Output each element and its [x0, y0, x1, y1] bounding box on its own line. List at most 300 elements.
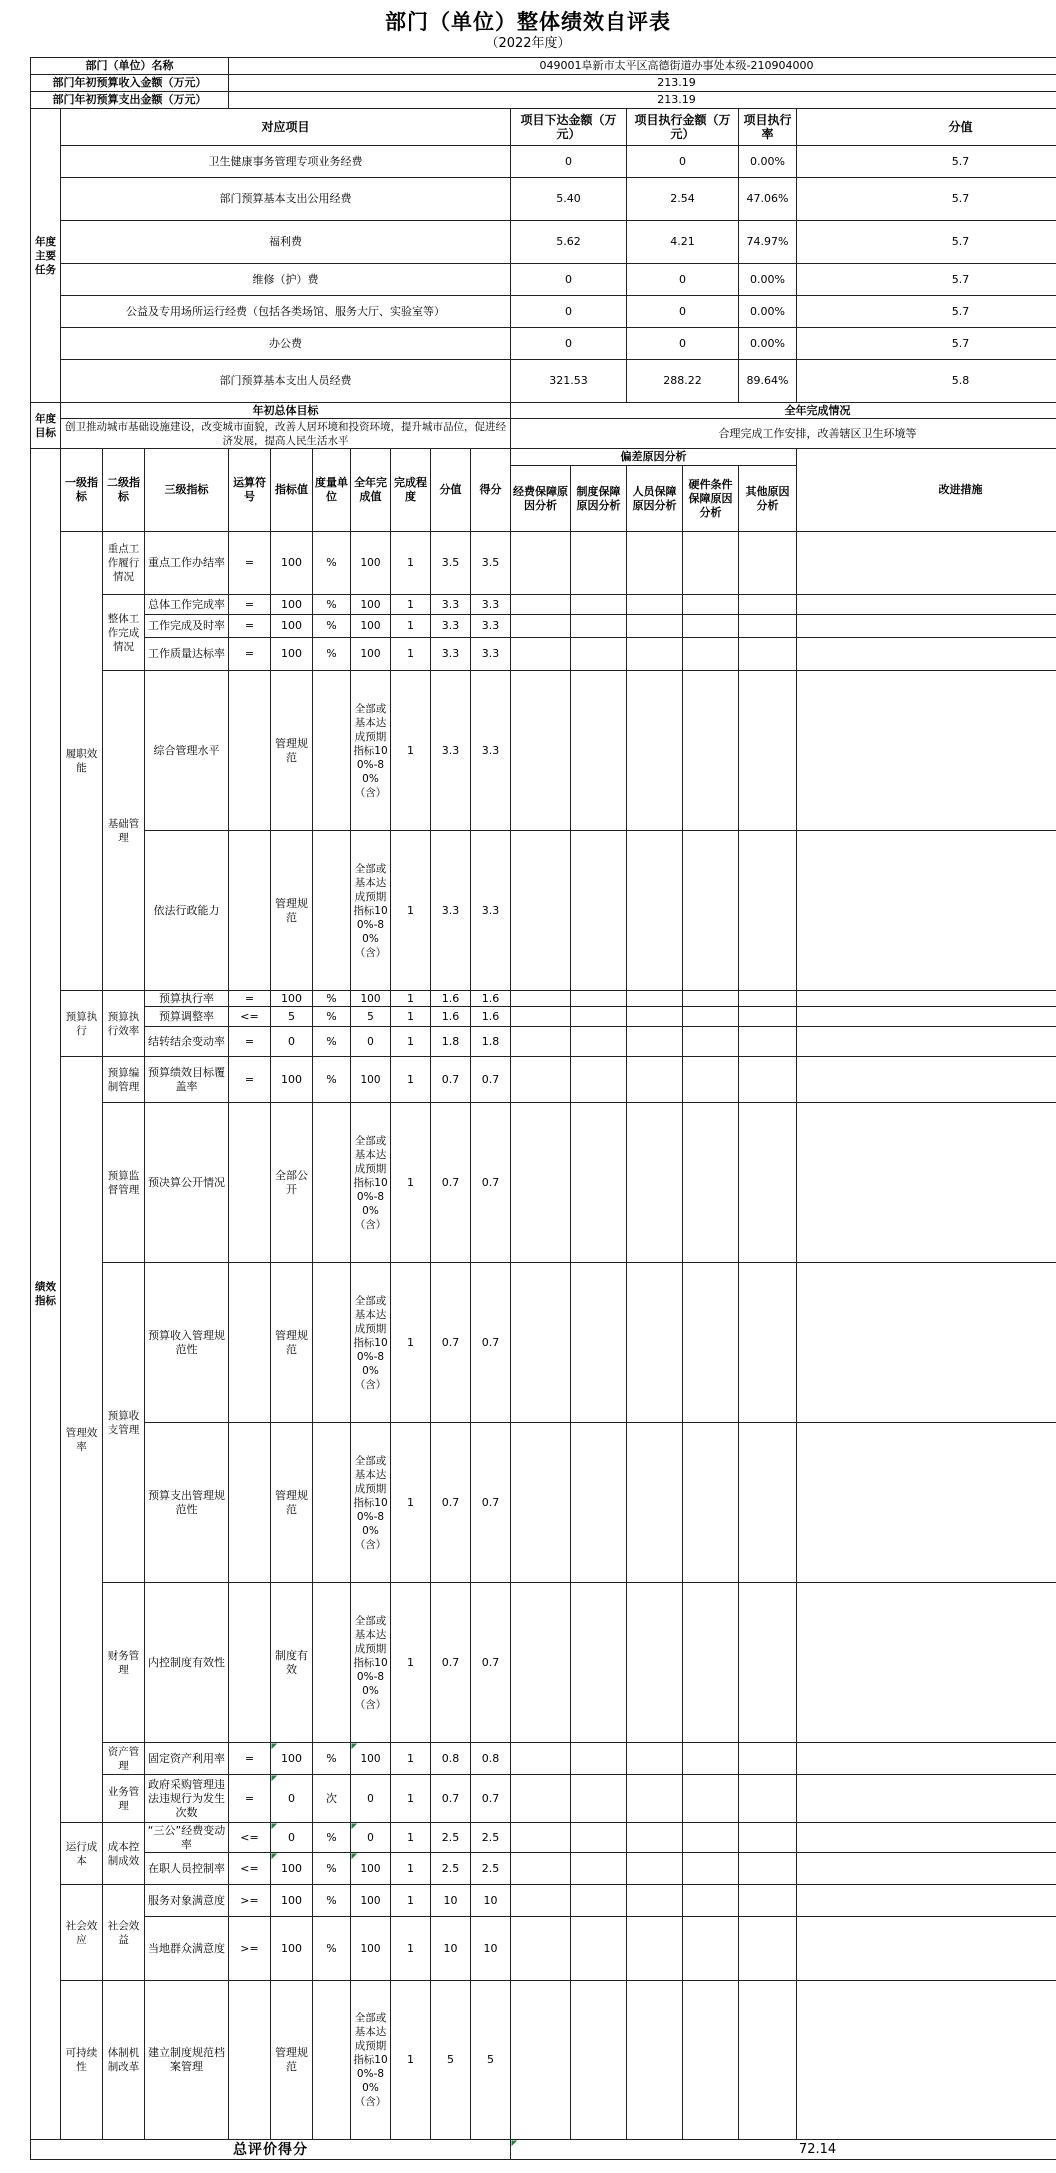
indicator-dev-hardware	[683, 1743, 739, 1775]
indicator-name: 预算执行率	[145, 991, 229, 1007]
task-executed-amount: 4.21	[627, 221, 739, 264]
indicator-dev-hardware	[683, 1775, 739, 1823]
task-executed-amount: 0	[627, 264, 739, 296]
indicator-dev-staff	[627, 595, 683, 615]
indicator-target: 0	[271, 1027, 313, 1057]
indicator-dev-funding	[511, 991, 571, 1007]
indicator-operator: =	[229, 1775, 271, 1823]
perf-header-dev-other: 其他原因分析	[739, 466, 797, 532]
perf-header-l1: 一级指标	[61, 449, 103, 532]
indicator-dev-system	[571, 1103, 627, 1263]
indicator-unit: %	[313, 1917, 351, 1981]
indicator-degree: 1	[391, 638, 431, 671]
indicator-got: 0.7	[471, 1423, 511, 1583]
task-header-rate: 项目执行率	[739, 109, 797, 146]
indicator-dev-system	[571, 831, 627, 991]
indicator-name: 总体工作完成率	[145, 595, 229, 615]
expense-value: 213.19	[229, 92, 1056, 109]
indicator-dev-system	[571, 1583, 627, 1743]
indicator-actual: 全部或基本达成预期指标100%-80%（含）	[351, 671, 391, 831]
indicator-got: 3.3	[471, 595, 511, 615]
task-score: 5.7	[797, 264, 1056, 296]
indicator-unit: %	[313, 532, 351, 595]
indicator-degree: 1	[391, 615, 431, 638]
indicator-score: 0.7	[431, 1583, 471, 1743]
perf-header-l3: 三级指标	[145, 449, 229, 532]
indicator-actual: 0	[351, 1027, 391, 1057]
perf-header-actual: 全年完成值	[351, 449, 391, 532]
indicator-operator	[229, 1103, 271, 1263]
indicator-got: 0.8	[471, 1743, 511, 1775]
indicator-dev-hardware	[683, 1007, 739, 1027]
page-title: 部门（单位）整体绩效自评表	[385, 10, 671, 34]
indicator-operator: =	[229, 1027, 271, 1057]
indicator-dev-staff	[627, 671, 683, 831]
indicator-operator	[229, 1583, 271, 1743]
indicator-dev-hardware	[683, 1057, 739, 1103]
perf-subgroup-label: 预算执行效率	[103, 991, 145, 1057]
indicator-operator: =	[229, 532, 271, 595]
task-score: 5.7	[797, 146, 1056, 178]
indicator-dev-other	[739, 1775, 797, 1823]
indicator-got: 1.6	[471, 1007, 511, 1027]
indicator-dev-other	[739, 615, 797, 638]
indicator-unit: %	[313, 1027, 351, 1057]
indicator-operator: =	[229, 595, 271, 615]
indicator-degree: 1	[391, 831, 431, 991]
indicator-dev-system	[571, 1027, 627, 1057]
indicator-name: 结转结余变动率	[145, 1027, 229, 1057]
perf-subgroup-label: 整体工作完成情况	[103, 595, 145, 671]
indicator-name: 当地群众满意度	[145, 1917, 229, 1981]
indicator-got: 3.3	[471, 831, 511, 991]
indicator-degree: 1	[391, 1981, 431, 2140]
indicator-dev-system	[571, 1823, 627, 1853]
indicator-dev-funding	[511, 1775, 571, 1823]
indicator-dev-funding	[511, 1743, 571, 1775]
indicator-dev-system	[571, 615, 627, 638]
task-issued-amount: 0	[511, 296, 627, 328]
indicator-dev-hardware	[683, 671, 739, 831]
page-year: （2022年度）	[485, 36, 571, 51]
perf-group-label: 预算执行	[61, 991, 103, 1057]
perf-header-l2: 二级指标	[103, 449, 145, 532]
indicator-degree: 1	[391, 1853, 431, 1885]
indicator-operator: =	[229, 638, 271, 671]
indicator-dev-other	[739, 1027, 797, 1057]
indicator-degree: 1	[391, 1885, 431, 1917]
perf-subgroup-label: 成本控制成效	[103, 1823, 145, 1885]
perf-subgroup-label: 业务管理	[103, 1775, 145, 1823]
indicator-score: 1.6	[431, 991, 471, 1007]
indicator-improve	[797, 1917, 1056, 1981]
indicator-dev-funding	[511, 595, 571, 615]
indicator-actual: 5	[351, 1007, 391, 1027]
indicator-dev-other	[739, 1743, 797, 1775]
task-executed-amount: 2.54	[627, 178, 739, 221]
indicator-target: 100	[271, 991, 313, 1007]
indicator-operator: =	[229, 991, 271, 1007]
indicator-improve	[797, 615, 1056, 638]
indicator-actual: 100	[351, 1057, 391, 1103]
indicator-dev-hardware	[683, 1917, 739, 1981]
indicator-dev-system	[571, 1981, 627, 2140]
indicator-name: 工作完成及时率	[145, 615, 229, 638]
indicator-unit: %	[313, 1823, 351, 1853]
indicator-target: 100	[271, 1853, 313, 1885]
indicator-score: 2.5	[431, 1823, 471, 1853]
goal-initial-text: 创卫推动城市基础设施建设，改变城市面貌，改善人居环境和投资环境，提升城市品位，促进经济发展，提高人民生活水平	[61, 419, 511, 449]
expense-label: 部门年初预算支出金额（万元）	[31, 92, 229, 109]
perf-subgroup-label: 资产管理	[103, 1743, 145, 1775]
indicator-improve	[797, 1263, 1056, 1423]
indicator-target: 100	[271, 1885, 313, 1917]
indicator-dev-system	[571, 991, 627, 1007]
indicator-dev-system	[571, 671, 627, 831]
indicator-unit	[313, 831, 351, 991]
task-project-name: 公益及专用场所运行经费（包括各类场馆、服务大厅、实验室等）	[61, 296, 511, 328]
indicator-dev-hardware	[683, 615, 739, 638]
indicator-dev-system	[571, 1423, 627, 1583]
indicator-score: 3.3	[431, 671, 471, 831]
indicator-dev-staff	[627, 1027, 683, 1057]
indicator-degree: 1	[391, 1263, 431, 1423]
task-execution-rate: 0.00%	[739, 328, 797, 360]
indicator-target: 5	[271, 1007, 313, 1027]
indicator-unit: 次	[313, 1775, 351, 1823]
indicator-actual: 全部或基本达成预期指标100%-80%（含）	[351, 831, 391, 991]
indicator-improve	[797, 1775, 1056, 1823]
indicator-score: 5	[431, 1981, 471, 2140]
perf-subgroup-label: 体制机制改革	[103, 1981, 145, 2140]
indicator-dev-other	[739, 1423, 797, 1583]
indicator-dev-staff	[627, 532, 683, 595]
indicator-improve	[797, 1853, 1056, 1885]
indicator-improve	[797, 595, 1056, 615]
task-header-project: 对应项目	[61, 109, 511, 146]
indicator-unit: %	[313, 615, 351, 638]
indicator-dev-staff	[627, 1917, 683, 1981]
indicator-score: 3.3	[431, 595, 471, 615]
task-project-name: 部门预算基本支出人员经费	[61, 360, 511, 403]
indicator-operator: =	[229, 615, 271, 638]
indicator-dev-hardware	[683, 1981, 739, 2140]
indicator-degree: 1	[391, 1917, 431, 1981]
indicator-dev-other	[739, 532, 797, 595]
indicator-score: 2.5	[431, 1853, 471, 1885]
indicator-dev-system	[571, 1917, 627, 1981]
indicator-got: 0.7	[471, 1583, 511, 1743]
perf-header-dev-hardware: 硬件条件保障原因分析	[683, 466, 739, 532]
indicator-unit: %	[313, 1057, 351, 1103]
indicator-target: 100	[271, 532, 313, 595]
indicator-got: 2.5	[471, 1823, 511, 1853]
indicator-dev-funding	[511, 1823, 571, 1853]
indicator-dev-staff	[627, 1823, 683, 1853]
indicator-improve	[797, 1583, 1056, 1743]
perf-group-label: 可持续性	[61, 1981, 103, 2140]
indicator-actual: 全部或基本达成预期指标100%-80%（含）	[351, 1263, 391, 1423]
task-executed-amount: 0	[627, 146, 739, 178]
indicator-operator	[229, 671, 271, 831]
task-issued-amount: 5.62	[511, 221, 627, 264]
indicator-target: 全部公开	[271, 1103, 313, 1263]
task-issued-amount: 321.53	[511, 360, 627, 403]
indicator-dev-hardware	[683, 1027, 739, 1057]
indicator-dev-staff	[627, 1263, 683, 1423]
indicator-target: 0	[271, 1775, 313, 1823]
indicator-dev-staff	[627, 1007, 683, 1027]
perf-header-deviation: 偏差原因分析	[511, 449, 797, 466]
task-execution-rate: 0.00%	[739, 146, 797, 178]
indicator-unit: %	[313, 1007, 351, 1027]
indicator-improve	[797, 1823, 1056, 1853]
task-issued-amount: 5.40	[511, 178, 627, 221]
indicator-operator: <=	[229, 1853, 271, 1885]
indicator-actual: 100	[351, 532, 391, 595]
indicator-dev-funding	[511, 1007, 571, 1027]
indicator-name: 建立制度规范档案管理	[145, 1981, 229, 2140]
indicator-dev-other	[739, 831, 797, 991]
perf-header-dev-funding: 经费保障原因分析	[511, 466, 571, 532]
indicator-dev-staff	[627, 1775, 683, 1823]
indicator-actual: 100	[351, 595, 391, 615]
task-project-name: 维修（护）费	[61, 264, 511, 296]
indicator-actual: 100	[351, 991, 391, 1007]
indicator-operator	[229, 1981, 271, 2140]
indicator-name: “三公”经费变动率	[145, 1823, 229, 1853]
indicator-name: 依法行政能力	[145, 831, 229, 991]
indicator-dev-other	[739, 1823, 797, 1853]
task-header-issued: 项目下达金额（万元）	[511, 109, 627, 146]
indicator-dev-funding	[511, 671, 571, 831]
indicator-improve	[797, 991, 1056, 1007]
indicator-dev-hardware	[683, 638, 739, 671]
task-score: 5.7	[797, 296, 1056, 328]
perf-header-target: 指标值	[271, 449, 313, 532]
indicator-degree: 1	[391, 1007, 431, 1027]
indicator-actual: 100	[351, 638, 391, 671]
task-issued-amount: 0	[511, 264, 627, 296]
indicator-dev-funding	[511, 615, 571, 638]
indicator-dev-funding	[511, 1853, 571, 1885]
indicator-dev-staff	[627, 1583, 683, 1743]
indicator-score: 0.8	[431, 1743, 471, 1775]
indicator-dev-system	[571, 1775, 627, 1823]
indicator-degree: 1	[391, 1027, 431, 1057]
indicator-improve	[797, 1027, 1056, 1057]
indicator-dev-hardware	[683, 595, 739, 615]
indicator-name: 固定资产利用率	[145, 1743, 229, 1775]
indicator-name: 预算绩效目标覆盖率	[145, 1057, 229, 1103]
perf-header-degree: 完成程度	[391, 449, 431, 532]
indicator-dev-staff	[627, 1981, 683, 2140]
indicator-improve	[797, 532, 1056, 595]
indicator-dev-hardware	[683, 1423, 739, 1583]
task-score: 5.7	[797, 221, 1056, 264]
indicator-dev-funding	[511, 1057, 571, 1103]
indicator-dev-other	[739, 1007, 797, 1027]
perf-subgroup-label: 重点工作履行情况	[103, 532, 145, 595]
indicator-score: 0.7	[431, 1103, 471, 1263]
perf-group-label: 管理效率	[61, 1057, 103, 1823]
indicator-name: 政府采购管理违法违规行为发生次数	[145, 1775, 229, 1823]
indicator-unit	[313, 1583, 351, 1743]
indicator-score: 1.8	[431, 1027, 471, 1057]
indicator-dev-hardware	[683, 532, 739, 595]
indicator-improve	[797, 638, 1056, 671]
task-issued-amount: 0	[511, 146, 627, 178]
task-score: 5.8	[797, 360, 1056, 403]
indicator-dev-system	[571, 638, 627, 671]
indicator-dev-staff	[627, 1057, 683, 1103]
indicator-improve	[797, 1743, 1056, 1775]
indicator-score: 3.3	[431, 831, 471, 991]
indicator-dev-system	[571, 1853, 627, 1885]
indicator-name: 内控制度有效性	[145, 1583, 229, 1743]
indicator-dev-system	[571, 1885, 627, 1917]
indicator-dev-other	[739, 1103, 797, 1263]
indicator-actual: 100	[351, 615, 391, 638]
indicator-operator: =	[229, 1743, 271, 1775]
indicator-unit	[313, 1981, 351, 2140]
indicator-actual: 全部或基本达成预期指标100%-80%（含）	[351, 1103, 391, 1263]
indicator-dev-funding	[511, 1981, 571, 2140]
indicator-score: 3.3	[431, 615, 471, 638]
indicator-degree: 1	[391, 1423, 431, 1583]
perf-header-score: 分值	[431, 449, 471, 532]
indicator-name: 工作质量达标率	[145, 638, 229, 671]
indicator-target: 100	[271, 1917, 313, 1981]
indicator-operator	[229, 831, 271, 991]
indicator-operator: <=	[229, 1823, 271, 1853]
indicator-dev-staff	[627, 1885, 683, 1917]
indicator-dev-hardware	[683, 831, 739, 991]
indicator-target: 管理规范	[271, 671, 313, 831]
indicator-got: 1.6	[471, 991, 511, 1007]
task-execution-rate: 0.00%	[739, 296, 797, 328]
perf-subgroup-label: 预算监督管理	[103, 1103, 145, 1263]
indicator-unit: %	[313, 638, 351, 671]
goal-final-header: 全年完成情况	[511, 403, 1056, 419]
indicator-improve	[797, 1057, 1056, 1103]
indicator-got: 3.3	[471, 671, 511, 831]
task-header-score: 分值	[797, 109, 1056, 146]
indicator-got: 10	[471, 1885, 511, 1917]
indicator-got: 5	[471, 1981, 511, 2140]
indicator-dev-staff	[627, 831, 683, 991]
indicator-score: 0.7	[431, 1775, 471, 1823]
indicator-target: 100	[271, 1743, 313, 1775]
indicator-target: 管理规范	[271, 1423, 313, 1583]
indicator-got: 0.7	[471, 1057, 511, 1103]
indicator-degree: 1	[391, 1103, 431, 1263]
indicator-name: 预算调整率	[145, 1007, 229, 1027]
task-execution-rate: 47.06%	[739, 178, 797, 221]
indicator-unit: %	[313, 1853, 351, 1885]
indicator-name: 综合管理水平	[145, 671, 229, 831]
income-value: 213.19	[229, 75, 1056, 92]
indicator-dev-system	[571, 532, 627, 595]
indicator-dev-system	[571, 595, 627, 615]
task-score: 5.7	[797, 178, 1056, 221]
indicator-unit: %	[313, 1885, 351, 1917]
indicator-name: 重点工作办结率	[145, 532, 229, 595]
task-execution-rate: 74.97%	[739, 221, 797, 264]
indicator-score: 0.7	[431, 1057, 471, 1103]
indicator-dev-other	[739, 1583, 797, 1743]
indicator-operator: =	[229, 1057, 271, 1103]
indicator-dev-hardware	[683, 1103, 739, 1263]
perf-header-op: 运算符号	[229, 449, 271, 532]
indicator-dev-staff	[627, 1743, 683, 1775]
perf-header-got: 得分	[471, 449, 511, 532]
indicator-actual: 全部或基本达成预期指标100%-80%（含）	[351, 1423, 391, 1583]
indicator-dev-other	[739, 638, 797, 671]
unit-value: 049001阜新市太平区高德街道办事处本级-210904000	[229, 58, 1056, 75]
indicator-unit: %	[313, 991, 351, 1007]
task-execution-rate: 89.64%	[739, 360, 797, 403]
indicator-degree: 1	[391, 1057, 431, 1103]
indicator-dev-hardware	[683, 1853, 739, 1885]
indicator-improve	[797, 1103, 1056, 1263]
indicator-got: 0.7	[471, 1775, 511, 1823]
indicator-target: 100	[271, 595, 313, 615]
perf-header-unit: 度量单位	[313, 449, 351, 532]
indicator-dev-staff	[627, 615, 683, 638]
indicator-got: 3.3	[471, 638, 511, 671]
indicator-operator: >=	[229, 1885, 271, 1917]
indicator-name: 预算收入管理规范性	[145, 1263, 229, 1423]
indicator-dev-system	[571, 1263, 627, 1423]
indicator-dev-staff	[627, 1853, 683, 1885]
indicator-unit	[313, 671, 351, 831]
indicator-actual: 100	[351, 1885, 391, 1917]
perf-subgroup-label: 预算收支管理	[103, 1263, 145, 1583]
task-project-name: 办公费	[61, 328, 511, 360]
indicator-got: 3.3	[471, 615, 511, 638]
indicator-actual: 全部或基本达成预期指标100%-80%（含）	[351, 1583, 391, 1743]
indicator-degree: 1	[391, 595, 431, 615]
income-label: 部门年初预算收入金额（万元）	[31, 75, 229, 92]
indicator-operator	[229, 1423, 271, 1583]
task-header-executed: 项目执行金额（万元）	[627, 109, 739, 146]
indicator-dev-other	[739, 1981, 797, 2140]
indicator-target: 制度有效	[271, 1583, 313, 1743]
indicator-name: 在职人员控制率	[145, 1853, 229, 1885]
indicator-degree: 1	[391, 1583, 431, 1743]
indicator-name: 预决算公开情况	[145, 1103, 229, 1263]
indicator-target: 管理规范	[271, 1263, 313, 1423]
indicator-dev-funding	[511, 532, 571, 595]
perf-subgroup-label: 基础管理	[103, 671, 145, 991]
evaluation-table	[30, 57, 1056, 2160]
task-executed-amount: 288.22	[627, 360, 739, 403]
total-value: 72.14	[511, 2140, 1056, 2160]
task-project-name: 部门预算基本支出公用经费	[61, 178, 511, 221]
perf-header-dev-system: 制度保障原因分析	[571, 466, 627, 532]
indicator-target: 0	[271, 1823, 313, 1853]
indicator-score: 10	[431, 1917, 471, 1981]
indicator-unit	[313, 1263, 351, 1423]
indicator-target: 管理规范	[271, 1981, 313, 2140]
indicator-degree: 1	[391, 1775, 431, 1823]
indicator-target: 100	[271, 638, 313, 671]
indicator-got: 10	[471, 1917, 511, 1981]
indicator-degree: 1	[391, 991, 431, 1007]
perf-subgroup-label: 社会效益	[103, 1885, 145, 1981]
indicator-name: 服务对象满意度	[145, 1885, 229, 1917]
